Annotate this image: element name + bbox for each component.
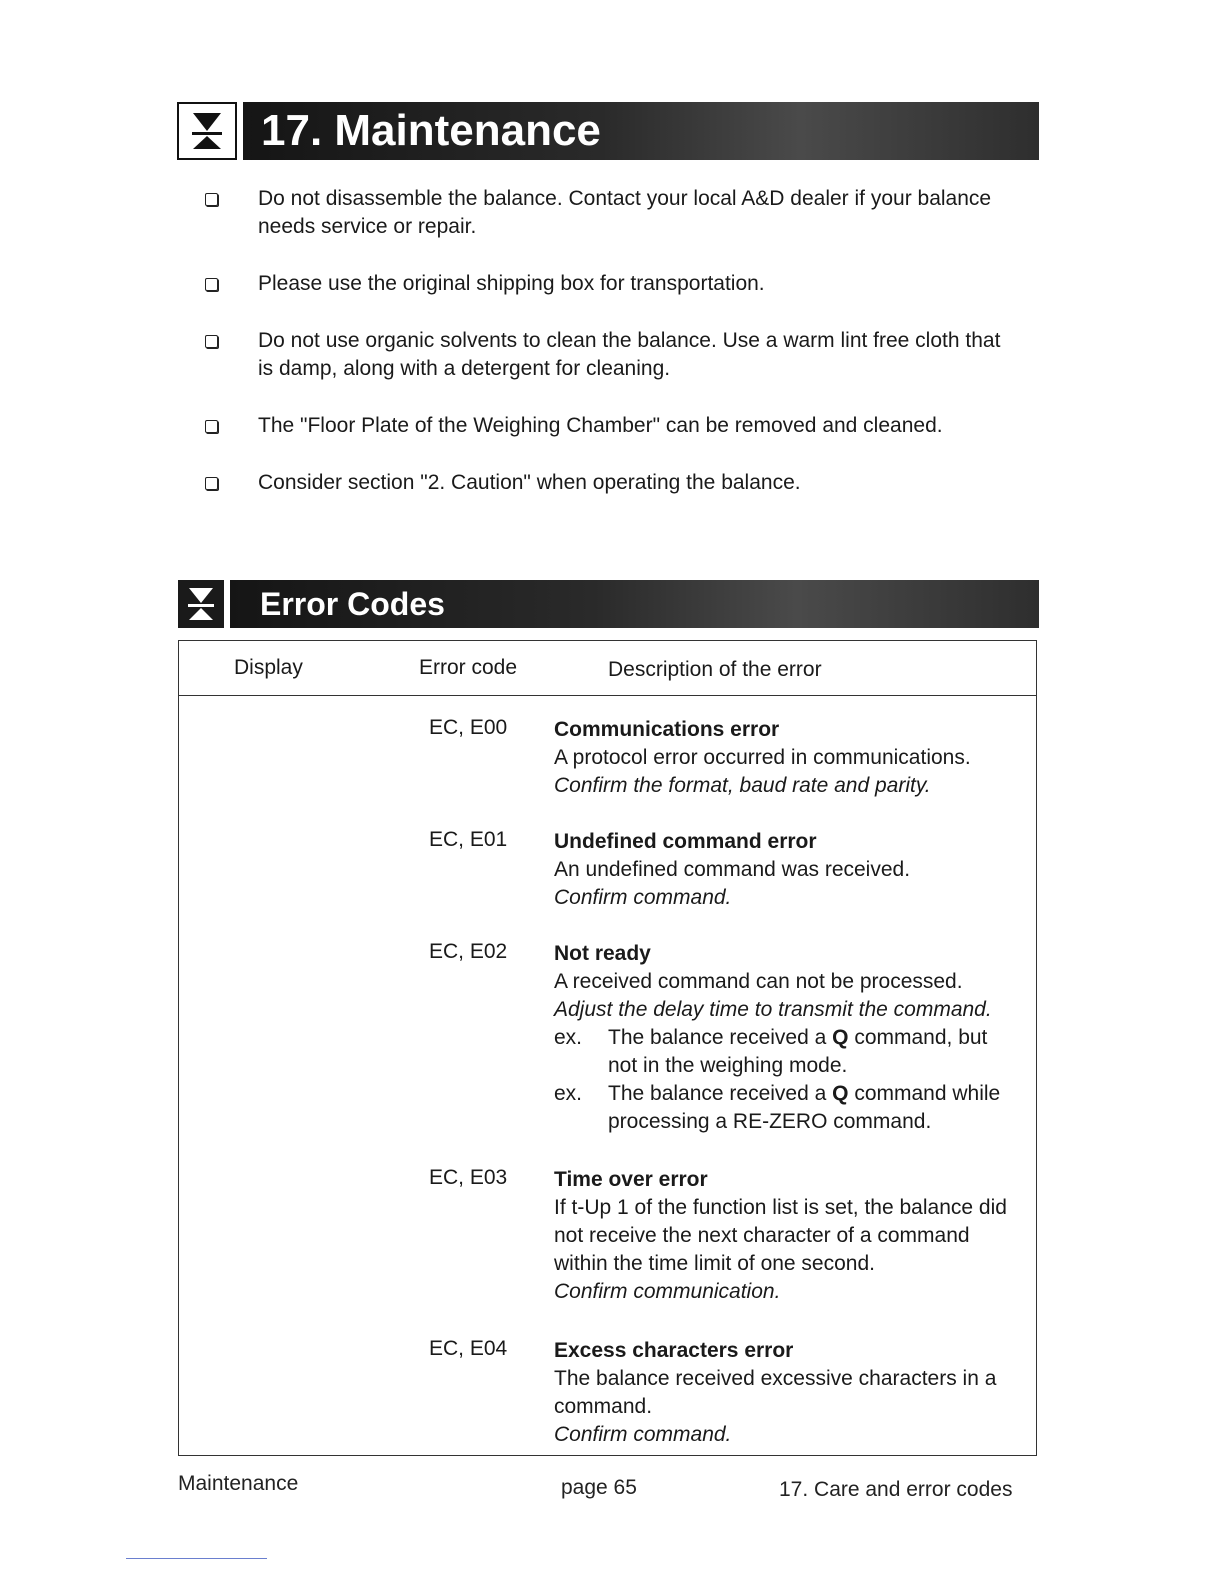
error-title: Undefined command error: [554, 830, 817, 853]
error-text: A received command can not be processed.: [554, 970, 963, 993]
list-item: Consider section "2. Caution" when operating the balance.: [205, 469, 1005, 497]
error-description: [554, 1337, 1019, 1449]
error-codes-heading: [178, 580, 1039, 628]
error-description: [554, 940, 1019, 1136]
key-q: Q: [832, 1026, 849, 1049]
error-description: [554, 716, 1019, 800]
checkbox-icon: [205, 420, 218, 433]
maintenance-heading: [177, 102, 1039, 160]
error-action: Confirm command.: [554, 1423, 732, 1446]
checkbox-icon: [205, 278, 218, 291]
error-action: Confirm command.: [554, 886, 732, 909]
checkbox-icon: [205, 477, 218, 490]
checkbox-icon: [205, 193, 218, 206]
example-label: ex.: [554, 1082, 583, 1105]
error-code: EC, E02: [429, 940, 508, 963]
error-action: Confirm the format, baud rate and parity.: [554, 774, 931, 797]
example-label: ex.: [554, 1026, 583, 1049]
error-text: An undefined command was received.: [554, 858, 911, 881]
error-code: EC, E04: [429, 1337, 508, 1360]
key-q: Q: [832, 1082, 849, 1105]
error-table: [178, 640, 1037, 1456]
error-text: The balance received excessive characters in a command.: [554, 1367, 997, 1418]
error-codes-title: Error Codes: [230, 580, 1039, 628]
example-line: ex. The balance received a Q command while processing a RE-ZERO command.: [554, 1080, 1019, 1136]
error-title: Not ready: [554, 942, 651, 965]
error-title: Time over error: [554, 1168, 708, 1191]
error-title: Communications error: [554, 718, 780, 741]
list-item: Do not use organic solvents to clean the balance. Use a warm lint free cloth that is damp, along with a detergent for cleaning.: [205, 327, 1005, 383]
error-action: Adjust the delay time to transmit the command.: [554, 998, 992, 1021]
error-code: EC, E00: [429, 716, 508, 739]
divider: [126, 1558, 267, 1559]
maintenance-list: [205, 185, 1005, 526]
error-text: If t-Up 1 of the function list is set, the balance did not receive the next character of a command within the time limit of one second.: [554, 1196, 1007, 1275]
error-action: Confirm communication.: [554, 1280, 781, 1303]
checkbox-icon: [205, 335, 218, 348]
list-item: Please use the original shipping box for transportation.: [205, 270, 1005, 298]
error-description: [554, 828, 1019, 912]
maintenance-title: 17. Maintenance: [243, 102, 1039, 160]
error-code: EC, E01: [429, 828, 508, 851]
error-description: [554, 1166, 1019, 1306]
list-item: Do not disassemble the balance. Contact your local A&D dealer if your balance needs service or repair.: [205, 185, 1005, 241]
arrow-down-icon: [178, 580, 224, 628]
error-text: A protocol error occurred in communications.: [554, 746, 971, 769]
table-header: [179, 641, 1036, 696]
error-code: EC, E03: [429, 1166, 508, 1189]
column-header-display: Display: [234, 656, 303, 679]
arrow-down-icon: [177, 102, 237, 160]
list-item: The "Floor Plate of the Weighing Chamber" can be removed and cleaned.: [205, 412, 1005, 440]
footer-section-name: Maintenance: [178, 1472, 299, 1495]
example-line: ex. The balance received a Q command, but not in the weighing mode.: [554, 1024, 1019, 1080]
footer-chapter: 17. Care and error codes: [779, 1478, 1013, 1501]
column-header-description: Description of the error: [608, 658, 822, 681]
page-number: page 65: [561, 1476, 637, 1499]
error-title: Excess characters error: [554, 1339, 794, 1362]
column-header-error-code: Error code: [419, 656, 518, 679]
